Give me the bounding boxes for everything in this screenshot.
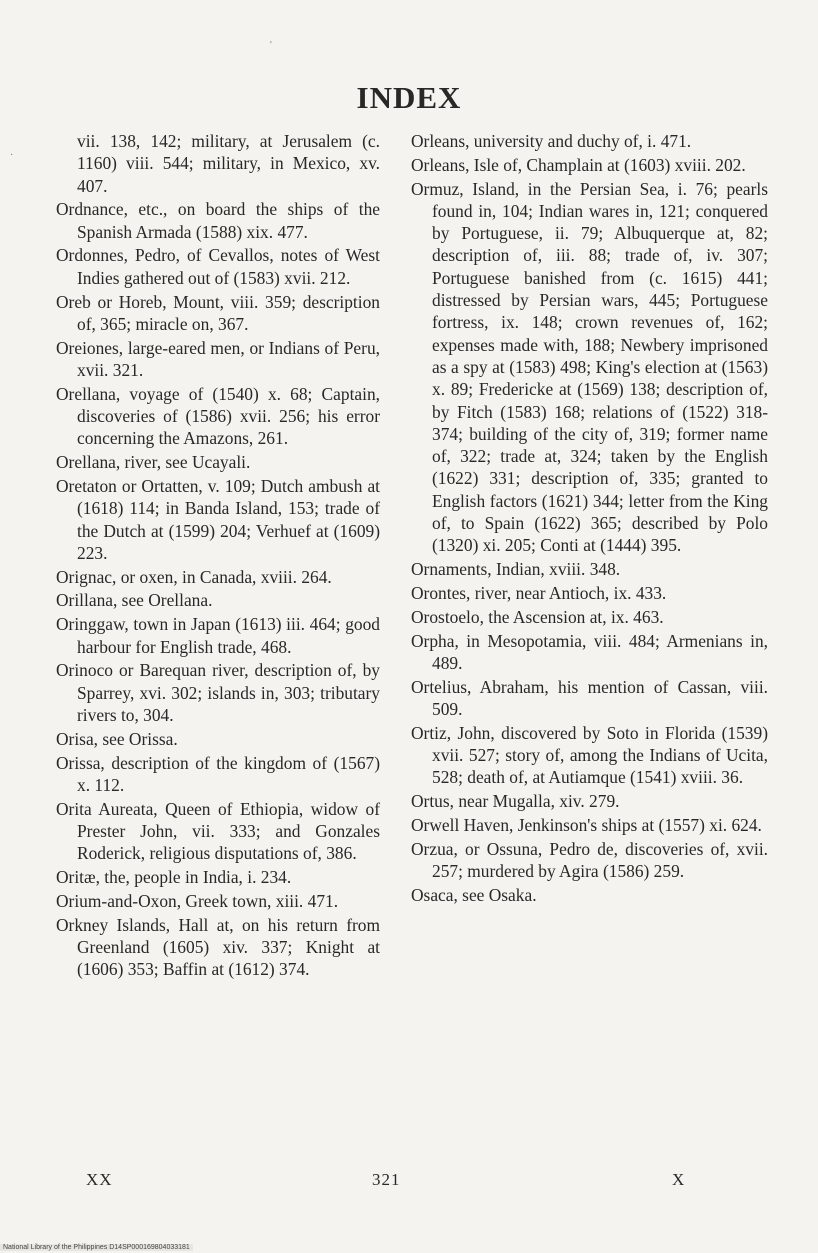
index-entry: Orkney Islands, Hall at, on his return from Greenland (1605) xiv. 337; Knight at (1606) 353; Baffin at (1612) 374. — [56, 914, 380, 980]
scan-credit: National Library of the Philippines D14SP000169804033181 — [0, 1244, 193, 1251]
index-entry: Oreb or Horeb, Mount, viii. 359; description of, 365; miracle on, 367. — [56, 291, 380, 334]
index-entry: Ortiz, John, discovered by Soto in Florida (1539) xvii. 527; story of, among the Indians of Ucita, 528; death of, at Autiamque (1541) xviii. 36. — [411, 722, 768, 788]
index-entry: Ordnance, etc., on board the ships of the Spanish Armada (1588) xix. 477. — [56, 199, 380, 242]
index-entry: Oreiones, large-eared men, or Indians of Peru, xvii. 321. — [56, 337, 380, 380]
index-entry: Ordonnes, Pedro, of Cevallos, notes of West Indies gathered out of (1583) xvii. 212. — [56, 245, 380, 288]
index-entry: Orzua, or Ossuna, Pedro de, discoveries of, xvii. 257; murdered by Agira (1586) 259. — [411, 838, 768, 881]
index-entry: Orita Aureata, Queen of Ethiopia, widow of Prester John, vii. 333; and Gonzales Roderick, religious disputations of, 386. — [56, 798, 380, 864]
index-entry: Oringgaw, town in Japan (1613) iii. 464; good harbour for English trade, 468. — [56, 614, 380, 657]
index-entry: Orillana, see Orellana. — [56, 590, 213, 611]
index-entry: Orium-and-Oxon, Greek town, xiii. 471. — [56, 890, 339, 911]
index-entry: Orissa, description of the kingdom of (1567) x. 112. — [56, 752, 380, 795]
speck-mark: ' — [270, 40, 272, 51]
index-entry: Oretaton or Ortatten, v. 109; Dutch ambush at (1618) 114; in Banda Island, 153; trade of the Dutch at (1599) 204; Verhuef at (1609) 223. — [56, 475, 380, 563]
index-entry: Orleans, Isle of, Champlain at (1603) xviii. 202. — [411, 154, 746, 175]
page-number: 321 — [372, 1170, 401, 1189]
index-entry: Orignac, or oxen, in Canada, xviii. 264. — [56, 566, 332, 587]
index-entry: Osaca, see Osaka. — [411, 884, 537, 905]
index-entry: Orontes, river, near Antioch, ix. 433. — [411, 582, 667, 603]
volume-mark: X — [672, 1170, 686, 1189]
index-entry: Orostoelo, the Ascension at, ix. 463. — [411, 606, 664, 627]
index-column-left — [56, 130, 380, 982]
index-entry: Orellana, river, see Ucayali. — [56, 452, 251, 473]
page-title: INDEX — [356, 80, 462, 115]
index-entry: Orpha, in Mesopotamia, viii. 484; Armenians in, 489. — [411, 630, 768, 673]
index-entry: vii. 138, 142; military, at Jerusalem (c. 1160) viii. 544; military, in Mexico, xv. 407. — [77, 131, 380, 196]
index-entry: Ornaments, Indian, xviii. 348. — [411, 559, 621, 580]
index-entry: Orwell Haven, Jenkinson's ships at (1557) xi. 624. — [411, 814, 762, 835]
index-entry: Ortus, near Mugalla, xiv. 279. — [411, 791, 620, 812]
index-entry: Orleans, university and duchy of, i. 471. — [411, 131, 692, 151]
signature-mark: XX — [86, 1170, 113, 1189]
index-entry: Orisa, see Orissa. — [56, 728, 178, 749]
index-column-right — [411, 130, 768, 908]
index-entry: Oritæ, the, people in India, i. 234. — [56, 867, 292, 887]
index-entry: Ormuz, Island, in the Persian Sea, i. 76; pearls found in, 104; Indian wares in, 121; conquered by Portuguese, ii. 79; Albuquerque at, 82; description of, iii. 88; trade of, iv. 307; Portuguese banished from (c. 1615) 441; distressed by Persian wars, 445; Portuguese fortress, ix. 148; crown revenues of, 162; expenses made with, 188; Newbery imprisoned as a spy at (1583) 498; King's election at (1563) x. 89; Fredericke at (1569) 138; description of, by Fitch (1583) 168; relations of (1522) 318-374; building of the city of, 319; former name of, 322; trade at, 324; taken by the English (1622) 331; description of, 335; granted to English factors (1621) 344; letter from the King of, to Spain (1622) 365; described by Polo (1320) xi. 205; Conti at (1444) 395. — [411, 178, 768, 556]
index-entry: Orellana, voyage of (1540) x. 68; Captain, discoveries of (1586) xvii. 256; his error concerning the Amazons, 261. — [56, 383, 380, 449]
index-entry: Orinoco or Barequan river, description of, by Sparrey, xvi. 302; islands in, 303; tributary rivers to, 304. — [56, 660, 380, 725]
speck-mark: · — [10, 150, 14, 161]
index-entry: Ortelius, Abraham, his mention of Cassan, viii. 509. — [411, 676, 768, 719]
